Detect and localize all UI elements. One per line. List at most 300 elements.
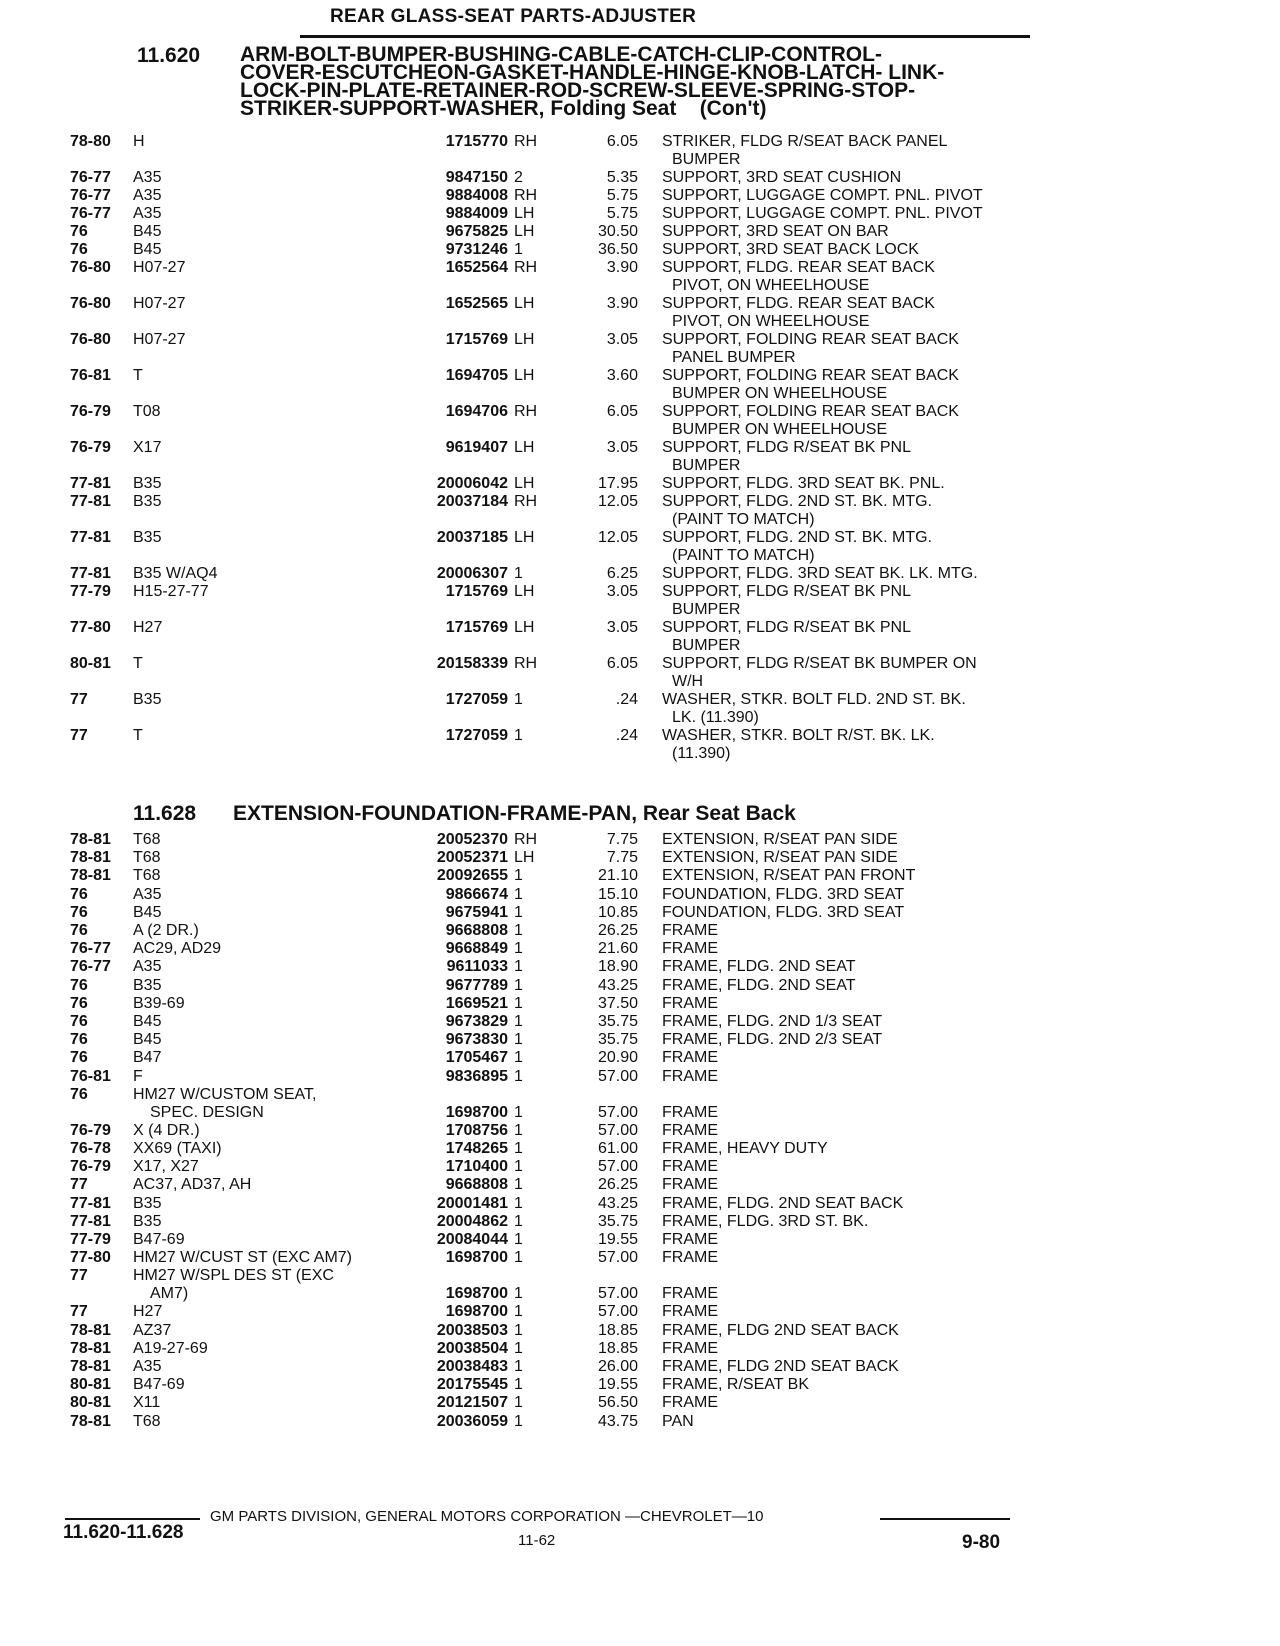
model-code: H07-27 — [133, 331, 186, 348]
model-code: A35 — [133, 1358, 162, 1375]
description-continued: PANEL BUMPER — [672, 349, 796, 366]
section-title-line-1: ARM-BOLT-BUMPER-BUSHING-CABLE-CATCH-CLIP-CONTROL- — [240, 43, 882, 66]
quantity: 1 — [514, 1249, 523, 1267]
quantity: 1 — [514, 1321, 523, 1339]
part-number: 9668808 — [385, 1176, 508, 1194]
price: 57.00 — [597, 1285, 638, 1303]
table-row — [0, 727, 1280, 762]
model-code: AZ37 — [133, 1321, 172, 1339]
part-number: 1727059 — [385, 727, 508, 745]
model-year: 76 — [70, 1085, 88, 1103]
part-number: 9619407 — [385, 439, 508, 457]
part-number: 9668808 — [385, 922, 508, 940]
model-code: H — [133, 133, 145, 150]
model-code: H07-27 — [133, 295, 186, 312]
model-year: 77-80 — [70, 619, 111, 636]
model-year: 76-81 — [70, 1067, 111, 1085]
section-title-line-2: COVER-ESCUTCHEON-GASKET-HANDLE-HINGE-KNOB-LATCH- LINK- — [240, 61, 945, 84]
price: 35.75 — [597, 1212, 638, 1230]
footer-rule — [880, 1518, 1010, 1520]
model-year: 76 — [70, 1049, 88, 1067]
price: 26.00 — [597, 1358, 638, 1375]
model-code: A35 — [133, 958, 162, 976]
quantity: 1 — [514, 1412, 523, 1430]
model-year: 77-81 — [70, 529, 111, 546]
section-number: 11.628 — [133, 802, 197, 825]
description-continued: BUMPER — [672, 151, 741, 168]
part-number: 20038504 — [385, 1340, 508, 1358]
table-row — [0, 187, 1280, 207]
description: SUPPORT, 3RD SEAT CUSHION — [662, 169, 902, 186]
description: FRAME — [662, 922, 718, 939]
description-continued: BUMPER ON WHEELHOUSE — [672, 385, 888, 402]
description: FRAME, R/SEAT BK — [662, 1376, 809, 1394]
table-row — [0, 241, 1280, 261]
model-year: 76-79 — [70, 403, 111, 420]
price: 3.05 — [606, 619, 638, 636]
quantity: 1 — [514, 1285, 523, 1303]
part-number: 9884009 — [385, 205, 508, 223]
quantity: 1 — [514, 1121, 523, 1139]
price: 6.05 — [606, 133, 638, 150]
model-year: 77-81 — [70, 1212, 111, 1230]
price: 3.05 — [606, 439, 638, 456]
table-row — [0, 205, 1280, 225]
description: FRAME — [662, 1067, 718, 1085]
price: .24 — [615, 727, 638, 744]
price: 57.00 — [597, 1303, 638, 1321]
part-number: 20037185 — [385, 529, 508, 547]
table-row — [0, 169, 1280, 189]
model-year: 76 — [70, 885, 88, 903]
table-row — [0, 223, 1280, 243]
model-year: 77 — [70, 1303, 88, 1321]
model-year: 76 — [70, 1031, 88, 1049]
table-row — [0, 1303, 1280, 1323]
footer-section-range: 11.620-11.628 — [63, 1522, 184, 1543]
part-number: 20004862 — [385, 1213, 508, 1231]
table-row — [0, 475, 1280, 495]
quantity: 1 — [514, 903, 523, 921]
model-code: B35 — [133, 1212, 162, 1230]
table-row — [0, 295, 1280, 330]
price: 15.10 — [597, 885, 638, 903]
part-number: 20052371 — [385, 849, 508, 867]
price: 12.05 — [597, 529, 638, 546]
description: WASHER, STKR. BOLT R/ST. BK. LK. — [662, 727, 935, 744]
part-number: 9884008 — [385, 187, 508, 205]
part-number: 1698700 — [385, 1285, 508, 1303]
description: FOUNDATION, FLDG. 3RD SEAT — [662, 903, 905, 921]
table-row — [0, 1085, 1280, 1121]
table-row — [0, 1358, 1280, 1378]
quantity: 1 — [514, 691, 523, 708]
part-number: 1708756 — [385, 1122, 508, 1140]
price: 3.05 — [606, 583, 638, 600]
model-year: 78-81 — [70, 1339, 111, 1357]
part-number: 20006042 — [385, 475, 508, 493]
table-row — [0, 886, 1280, 906]
description: SUPPORT, FLDG R/SEAT BK PNL — [662, 619, 911, 636]
model-year: 76 — [70, 1013, 88, 1030]
description: STRIKER, FLDG R/SEAT BACK PANEL — [662, 133, 948, 150]
price: 20.90 — [597, 1049, 638, 1067]
description: FRAME — [662, 1158, 718, 1176]
description: FRAME, FLDG. 3RD ST. BK. — [662, 1212, 869, 1230]
part-number: 20001481 — [385, 1195, 508, 1213]
model-year: 78-81 — [70, 1412, 111, 1430]
description: FRAME — [662, 1121, 718, 1139]
table-row — [0, 583, 1280, 618]
quantity: 2 — [514, 169, 523, 186]
part-number: 9836895 — [385, 1068, 508, 1086]
price: 3.90 — [606, 295, 638, 312]
description-continued: (PAINT TO MATCH) — [672, 511, 815, 528]
model-year: 76-80 — [70, 295, 111, 312]
model-year: 77-81 — [70, 475, 111, 492]
quantity: RH — [514, 403, 538, 420]
model-code: A19-27-69 — [133, 1339, 208, 1357]
table-row — [0, 1068, 1280, 1088]
part-number: 9731246 — [385, 241, 508, 259]
model-code: B47-69 — [133, 1231, 185, 1248]
part-number: 1705467 — [385, 1049, 508, 1067]
part-number: 20038483 — [385, 1358, 508, 1376]
price: 18.90 — [597, 958, 638, 976]
model-year: 77-81 — [70, 493, 111, 510]
quantity: 1 — [514, 1231, 523, 1248]
model-year: 76-79 — [70, 1158, 111, 1176]
table-row — [0, 904, 1280, 924]
quantity: 1 — [514, 976, 523, 994]
price: 43.75 — [597, 1412, 638, 1430]
description: FRAME — [662, 1339, 718, 1357]
table-row — [0, 1013, 1280, 1033]
section-title-line-4: STRIKER-SUPPORT-WASHER, Folding Seat (Con't) — [240, 97, 767, 120]
part-number: 1715769 — [385, 619, 508, 637]
part-number: 20036059 — [385, 1413, 508, 1431]
price: 6.05 — [606, 655, 638, 672]
section-title: EXTENSION-FOUNDATION-FRAME-PAN, Rear Seat Back — [233, 802, 796, 825]
quantity: LH — [514, 583, 535, 600]
description: SUPPORT, FLDG. 3RD SEAT BK. PNL. — [662, 475, 945, 492]
quantity: 1 — [514, 1176, 523, 1194]
table-row — [0, 1394, 1280, 1414]
price: 61.00 — [597, 1140, 638, 1157]
part-number: 1727059 — [385, 691, 508, 709]
model-code: B47 — [133, 1049, 162, 1067]
description: SUPPORT, 3RD SEAT ON BAR — [662, 223, 889, 240]
description: FRAME, FLDG. 2ND 1/3 SEAT — [662, 1013, 883, 1030]
part-number: 20052370 — [385, 831, 508, 849]
part-number: 20084044 — [385, 1231, 508, 1249]
model-code: X (4 DR.) — [133, 1121, 200, 1139]
part-number: 1652565 — [385, 295, 508, 313]
quantity: 1 — [514, 1394, 523, 1412]
description-continued: PIVOT, ON WHEELHOUSE — [672, 313, 870, 330]
quantity: 1 — [514, 241, 523, 258]
model-year: 76 — [70, 903, 88, 921]
table-row — [0, 403, 1280, 438]
model-code: AC37, AD37, AH — [133, 1176, 252, 1194]
table-row — [0, 1031, 1280, 1051]
model-code: A35 — [133, 885, 162, 903]
model-year: 76-78 — [70, 1140, 111, 1157]
quantity: 1 — [514, 1194, 523, 1212]
part-number: 1694706 — [385, 403, 508, 421]
quantity: LH — [514, 367, 535, 384]
price: 3.90 — [606, 259, 638, 276]
price: 43.25 — [597, 976, 638, 994]
table-row — [0, 849, 1280, 869]
quantity: RH — [514, 831, 538, 848]
section-number: 11.620 — [137, 44, 201, 67]
price: 12.05 — [597, 493, 638, 510]
price: 26.25 — [597, 1176, 638, 1194]
table-row — [0, 1122, 1280, 1142]
model-year: 78-81 — [70, 831, 111, 848]
description: FRAME — [662, 1231, 718, 1248]
model-code: B35 — [133, 475, 162, 492]
price: 17.95 — [597, 475, 638, 492]
part-number: 1698700 — [385, 1249, 508, 1267]
model-year: 76 — [70, 976, 88, 994]
part-number: 9675825 — [385, 223, 508, 241]
price: 57.00 — [597, 1103, 638, 1121]
price: 19.55 — [597, 1231, 638, 1248]
part-number: 9673829 — [385, 1013, 508, 1031]
model-code: B45 — [133, 1013, 162, 1030]
price: 30.50 — [597, 223, 638, 240]
model-code: T08 — [133, 403, 161, 420]
quantity: LH — [514, 439, 535, 456]
model-code: T68 — [133, 1412, 161, 1430]
description-continued: BUMPER — [672, 457, 741, 474]
part-number: 9668849 — [385, 940, 508, 958]
quantity: 1 — [514, 1049, 523, 1067]
model-year: 77-81 — [70, 565, 111, 582]
model-code: A35 — [133, 187, 162, 204]
quantity: RH — [514, 133, 538, 150]
model-code: XX69 (TAXI) — [133, 1140, 222, 1157]
description-continued: BUMPER ON WHEELHOUSE — [672, 421, 888, 438]
quantity: 1 — [514, 922, 523, 939]
part-number: 1698700 — [385, 1303, 508, 1321]
model-year: 76 — [70, 223, 88, 240]
model-code: HM27 W/CUST ST (EXC AM7) — [133, 1249, 352, 1267]
model-year: 76-77 — [70, 940, 111, 958]
quantity: LH — [514, 529, 535, 546]
model-code: F — [133, 1067, 143, 1085]
model-code: T68 — [133, 849, 161, 867]
table-row — [0, 922, 1280, 942]
model-year: 77 — [70, 691, 88, 708]
price: 10.85 — [597, 903, 638, 921]
model-year: 76-77 — [70, 169, 111, 186]
model-year: 78-81 — [70, 849, 111, 867]
model-code: H07-27 — [133, 259, 186, 276]
description-continued: PIVOT, ON WHEELHOUSE — [672, 277, 870, 294]
footer-rule — [65, 1518, 200, 1520]
table-row — [0, 493, 1280, 528]
model-year: 76-77 — [70, 205, 111, 222]
part-number: 1669521 — [385, 995, 508, 1013]
footer-page-number: 11-62 — [518, 1532, 556, 1549]
model-year: 76-80 — [70, 331, 111, 348]
model-code: T — [133, 727, 143, 744]
model-code: B45 — [133, 1031, 162, 1049]
description: SUPPORT, FLDG. REAR SEAT BACK — [662, 295, 935, 312]
table-row — [0, 1322, 1280, 1342]
description: FRAME, FLDG 2ND SEAT BACK — [662, 1321, 899, 1339]
part-number: 20037184 — [385, 493, 508, 511]
quantity: 1 — [514, 994, 523, 1012]
part-number: 20158339 — [385, 655, 508, 673]
table-row — [0, 529, 1280, 564]
part-number: 9611033 — [385, 958, 508, 976]
description: EXTENSION, R/SEAT PAN SIDE — [662, 831, 898, 848]
description-continued: LK. (11.390) — [672, 709, 759, 726]
model-code: T — [133, 367, 143, 384]
model-year: 78-81 — [70, 867, 111, 885]
model-year: 77 — [70, 727, 88, 744]
model-code: T68 — [133, 867, 161, 885]
description: SUPPORT, LUGGAGE COMPT. PNL. PIVOT — [662, 187, 983, 204]
table-row — [0, 977, 1280, 997]
description: SUPPORT, FLDG. 2ND ST. BK. MTG. — [662, 529, 932, 546]
description: FRAME — [662, 1176, 718, 1194]
model-year: 76-80 — [70, 259, 111, 276]
table-row — [0, 1267, 1280, 1303]
part-number: 20092655 — [385, 867, 508, 885]
model-code: A (2 DR.) — [133, 922, 199, 939]
model-year: 76-79 — [70, 439, 111, 456]
price: 26.25 — [597, 922, 638, 939]
model-code: B47-69 — [133, 1376, 185, 1394]
description-continued: BUMPER — [672, 601, 741, 618]
price: 18.85 — [597, 1339, 638, 1357]
model-code: X11 — [133, 1394, 161, 1412]
quantity: LH — [514, 223, 535, 240]
page-title: REAR GLASS-SEAT PARTS-ADJUSTER — [330, 6, 697, 27]
table-row — [0, 655, 1280, 690]
model-year: 76-79 — [70, 1121, 111, 1139]
part-number: 20121507 — [385, 1394, 508, 1412]
price: 57.00 — [597, 1121, 638, 1139]
model-year: 76-81 — [70, 367, 111, 384]
model-year: 78-81 — [70, 1358, 111, 1375]
part-number: 1715769 — [385, 583, 508, 601]
model-year: 77-81 — [70, 1194, 111, 1212]
description: SUPPORT, 3RD SEAT BACK LOCK — [662, 241, 919, 258]
table-row — [0, 1140, 1280, 1160]
model-code: B45 — [133, 223, 162, 240]
quantity: LH — [514, 205, 535, 222]
quantity: LH — [514, 475, 535, 492]
price: 3.05 — [606, 331, 638, 348]
quantity: LH — [514, 619, 535, 636]
model-code: H27 — [133, 619, 163, 636]
part-number: 1715770 — [385, 133, 508, 151]
description: SUPPORT, FLDG R/SEAT BK BUMPER ON — [662, 655, 977, 672]
model-code: B35 — [133, 1194, 162, 1212]
table-row — [0, 565, 1280, 585]
model-code: T — [133, 655, 143, 672]
table-row — [0, 1340, 1280, 1360]
quantity: LH — [514, 295, 535, 312]
price: 36.50 — [597, 241, 638, 258]
section-title-line-3: LOCK-PIN-PLATE-RETAINER-ROD-SCREW-SLEEVE-SPRING-STOP- — [240, 79, 916, 102]
description: SUPPORT, FLDG. 2ND ST. BK. MTG. — [662, 493, 932, 510]
table-row — [0, 1213, 1280, 1233]
model-code: B35 — [133, 529, 162, 546]
quantity: 1 — [514, 958, 523, 976]
header-rule — [300, 35, 1030, 38]
table-row — [0, 867, 1280, 887]
description: FRAME, FLDG. 2ND SEAT — [662, 976, 856, 994]
description: SUPPORT, FLDG. 3RD SEAT BK. LK. MTG. — [662, 565, 978, 582]
description: SUPPORT, FOLDING REAR SEAT BACK — [662, 403, 959, 420]
quantity: 1 — [514, 1103, 523, 1121]
table-row — [0, 958, 1280, 978]
quantity: 1 — [514, 1376, 523, 1394]
model-code-continued: SPEC. DESIGN — [150, 1103, 264, 1121]
quantity: 1 — [514, 1339, 523, 1357]
price: 35.75 — [597, 1013, 638, 1030]
price: 7.75 — [606, 831, 638, 848]
description: FRAME — [662, 1394, 718, 1412]
part-number: 20175545 — [385, 1376, 508, 1394]
part-number: 1698700 — [385, 1104, 508, 1122]
description: EXTENSION, R/SEAT PAN FRONT — [662, 867, 916, 885]
model-year: 80-81 — [70, 655, 111, 672]
price: 57.00 — [597, 1067, 638, 1085]
quantity: RH — [514, 187, 538, 204]
description: FOUNDATION, FLDG. 3RD SEAT — [662, 885, 905, 903]
price: 5.75 — [606, 205, 638, 222]
table-row — [0, 1158, 1280, 1178]
description: FRAME — [662, 994, 718, 1012]
quantity: LH — [514, 849, 535, 867]
price: 56.50 — [597, 1394, 638, 1412]
model-code: B45 — [133, 241, 162, 258]
model-year: 76-77 — [70, 187, 111, 204]
price: 57.00 — [597, 1249, 638, 1267]
model-code: T68 — [133, 831, 161, 848]
table-row — [0, 133, 1280, 168]
model-code: A35 — [133, 205, 162, 222]
table-row — [0, 1176, 1280, 1196]
part-number: 1652564 — [385, 259, 508, 277]
description: FRAME — [662, 1103, 718, 1121]
description: FRAME — [662, 940, 718, 958]
quantity: LH — [514, 331, 535, 348]
model-year: 77 — [70, 1267, 88, 1285]
model-code: X17 — [133, 439, 162, 456]
model-code: B45 — [133, 903, 162, 921]
description-continued: (11.390) — [672, 745, 731, 762]
description: FRAME — [662, 1285, 718, 1303]
model-year: 76-77 — [70, 958, 111, 976]
model-code: B35 W/AQ4 — [133, 565, 218, 582]
model-year: 76 — [70, 922, 88, 939]
description: FRAME, FLDG 2ND SEAT BACK — [662, 1358, 899, 1375]
description: FRAME, FLDG. 2ND SEAT — [662, 958, 856, 976]
price: 3.60 — [606, 367, 638, 384]
table-row — [0, 691, 1280, 726]
quantity: 1 — [514, 727, 523, 744]
description-continued: BUMPER — [672, 637, 741, 654]
